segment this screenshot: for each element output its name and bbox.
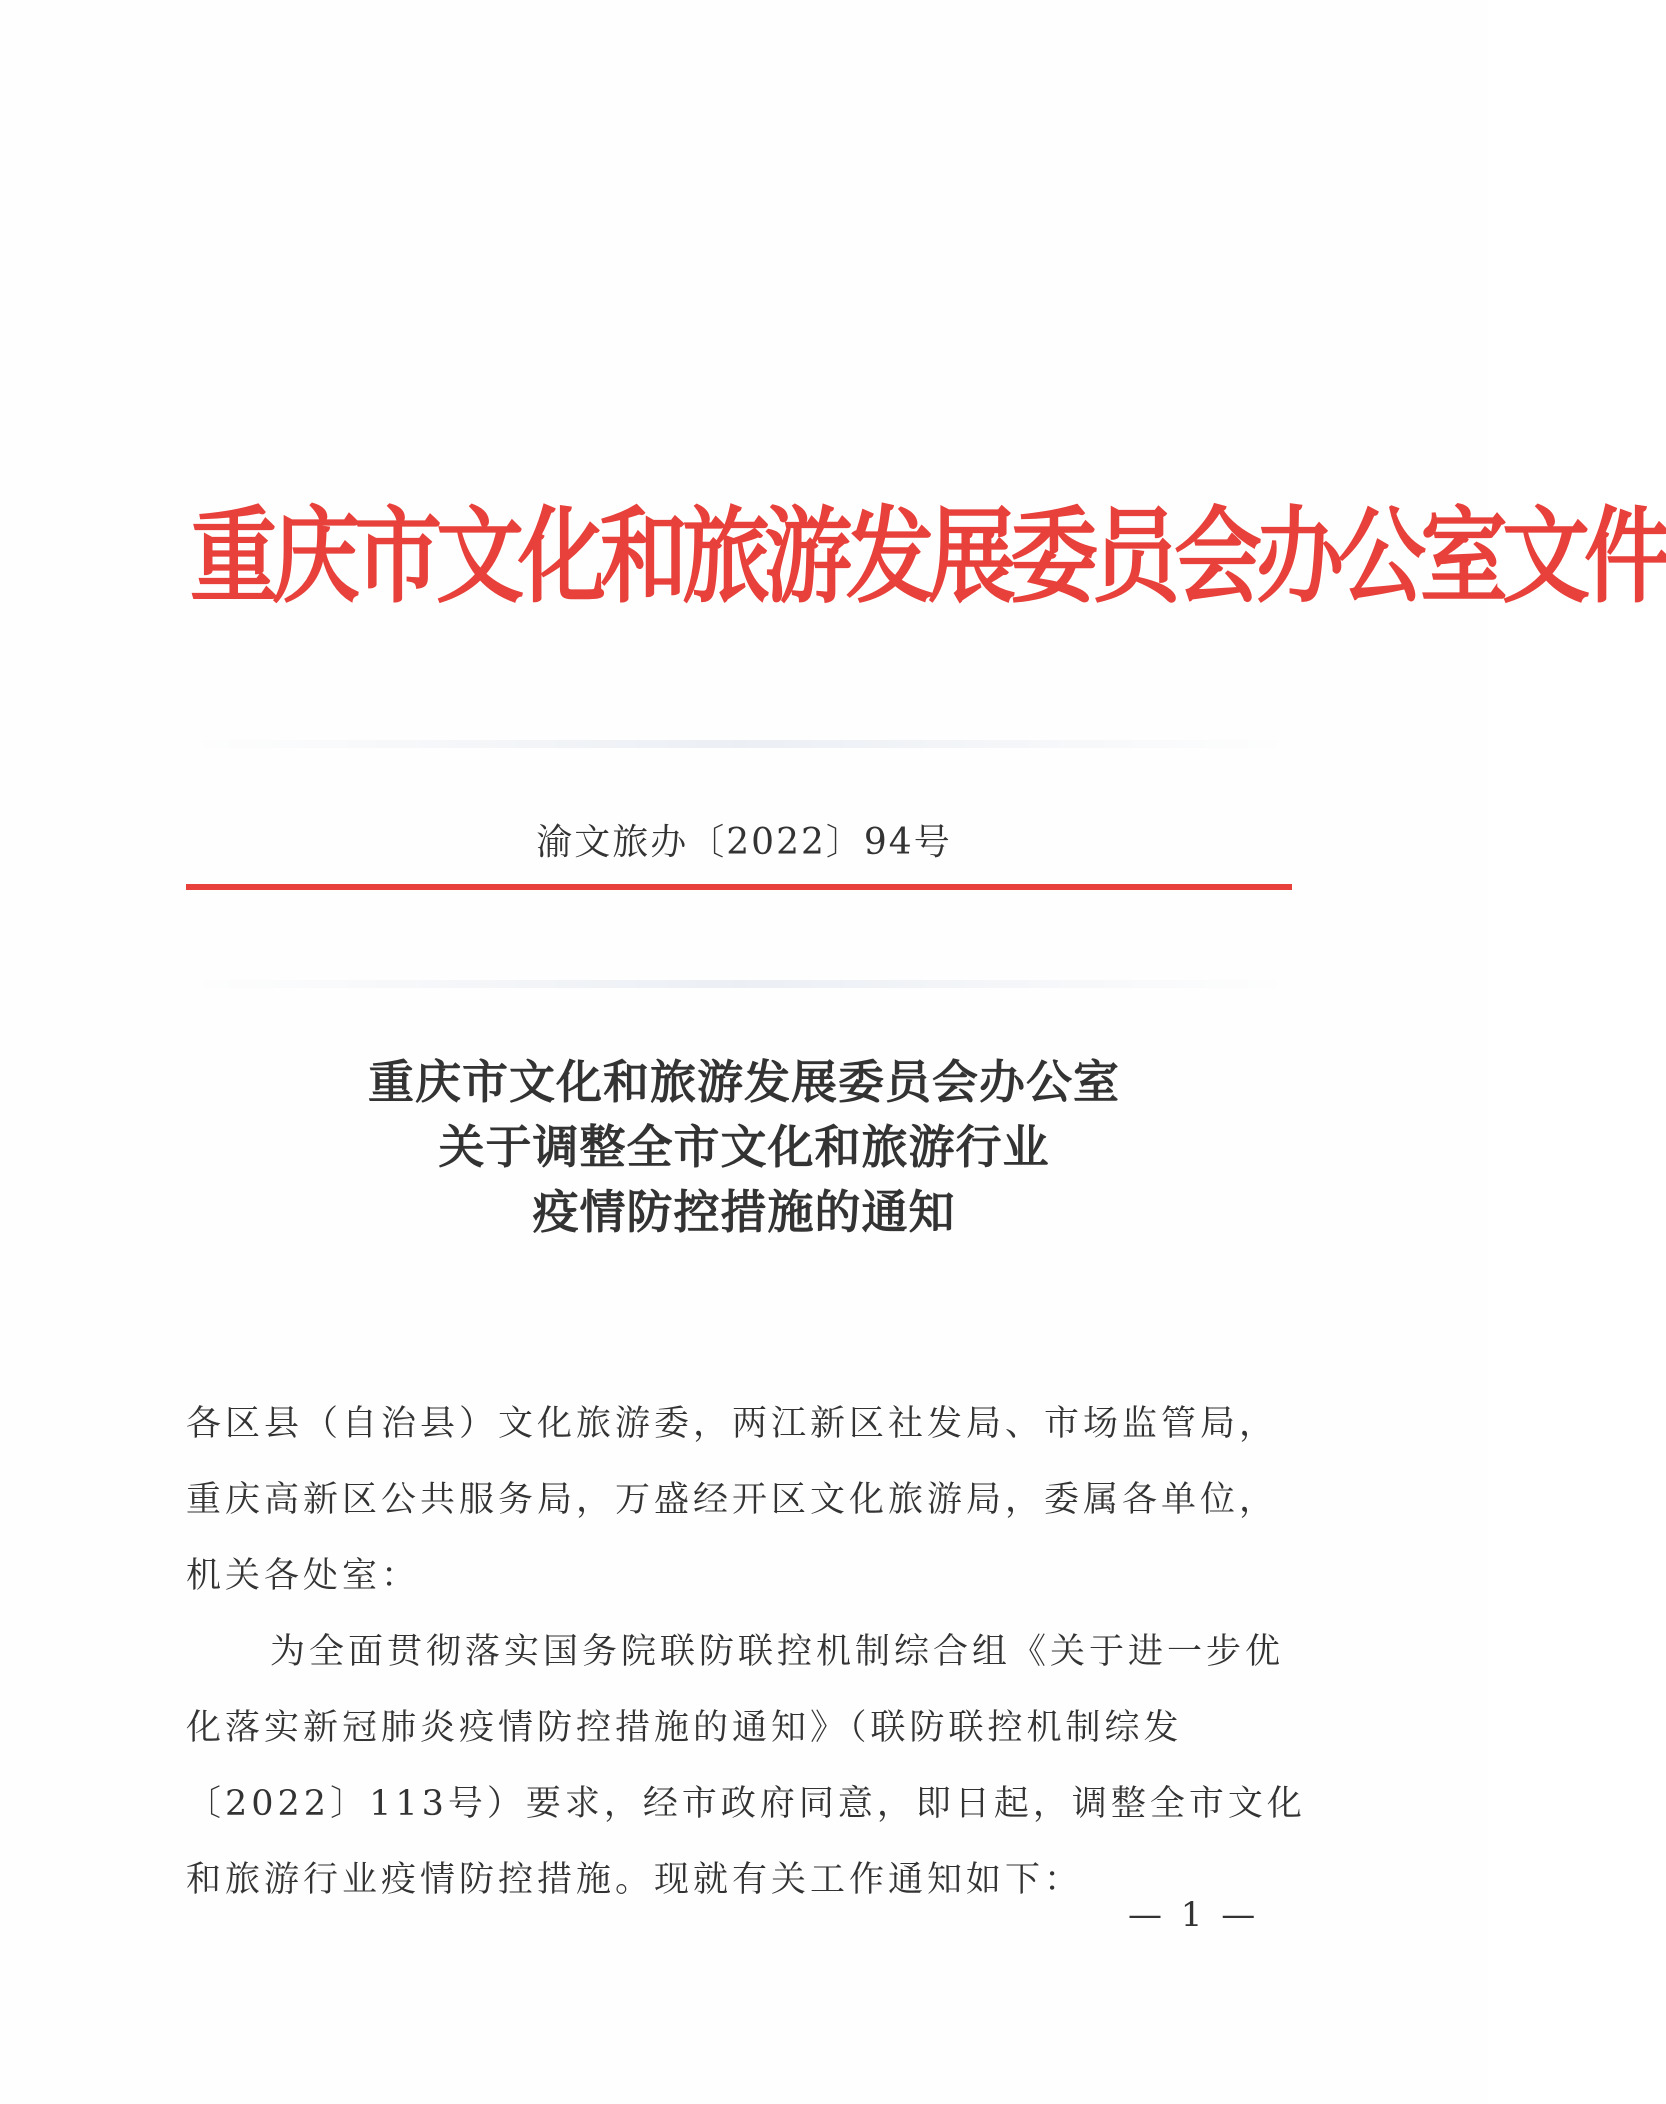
title-line-1: 重庆市文化和旅游发展委员会办公室 xyxy=(368,1055,1120,1109)
body-paragraph-1: 为全面贯彻落实国务院联防联控机制综合组《关于进一步优化落实新冠肺炎疫情防控措施的通知》（联防联控机制综发〔2022〕113号）要求，经市政府同意，即日起，调整全市文化和旅游行业疫情防控措施。现就有关工作通知如下： xyxy=(186,1632,1306,1900)
scan-artifact xyxy=(180,740,1300,748)
red-divider-line xyxy=(186,884,1292,890)
scan-artifact xyxy=(180,980,1300,988)
page-number: — 1 — xyxy=(1128,1895,1260,1935)
recipients-paragraph: 各区县（自治县）文化旅游委，两江新区社发局、市场监管局，重庆高新区公共服务局，万盛经开区文化旅游局，委属各单位，机关各处室： xyxy=(186,1404,1279,1596)
title-line-3: 疫情防控措施的通知 xyxy=(532,1185,956,1239)
document-title xyxy=(0,1050,1488,1245)
document-number: 渝文旅办〔2022〕94号 xyxy=(536,822,952,863)
title-line-2: 关于调整全市文化和旅游行业 xyxy=(438,1120,1050,1174)
issuer-banner: 重庆市文化和旅游发展委员会办公室文件 xyxy=(190,495,1666,618)
document-body xyxy=(186,1386,1306,1918)
